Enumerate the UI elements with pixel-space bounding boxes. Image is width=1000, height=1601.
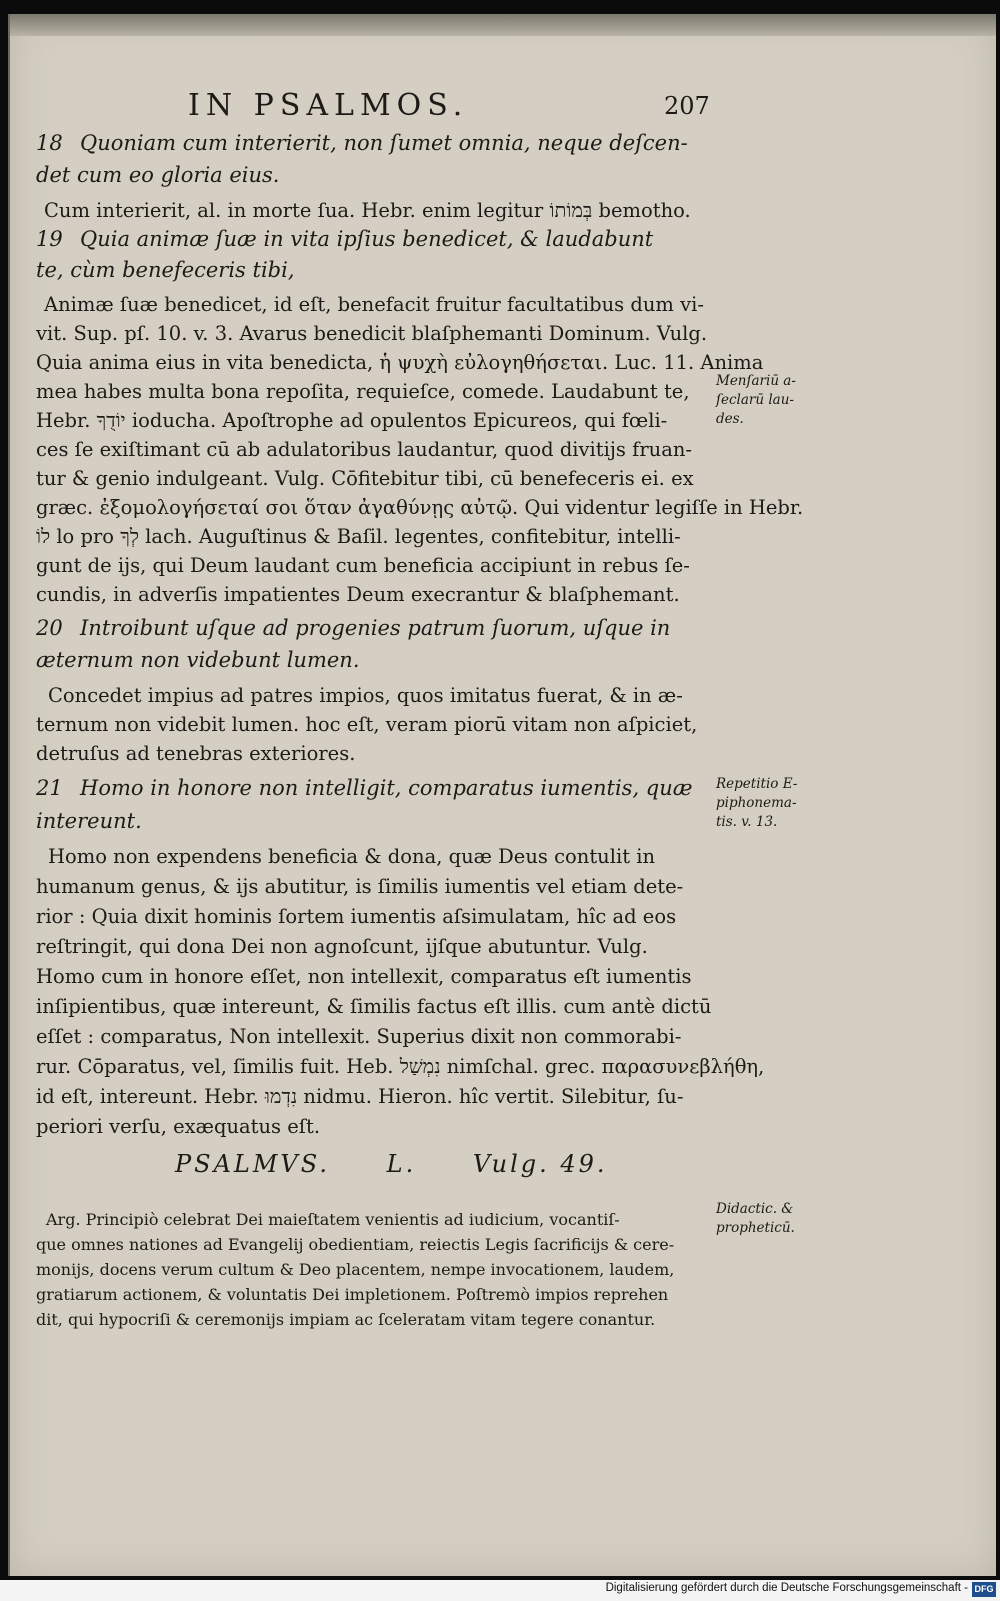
commentary-21-line-7: eſſet : comparatus, Non intellexit. Superius dixit non commorabi- <box>36 1025 682 1048</box>
verse-number: 21 <box>36 776 63 800</box>
psalm-title: PSALMVS. <box>175 1150 330 1178</box>
margin-note-line: Menſariū a- <box>716 373 796 389</box>
argument-line-1: Arg. Principiò celebrat Dei maieſtatem venientis ad iudicium, vocantiſ- <box>46 1210 620 1229</box>
verse-text: Quia animæ ſuæ in vita ipſius benedicet, & laudabunt <box>80 227 654 251</box>
margin-note-line: piphonema- <box>716 795 797 811</box>
commentary-19-line-5: Hebr. יוֹדֻךָ ioducha. Apoſtrophe ad opulentos Epicureos, qui fœli- <box>36 409 668 432</box>
scan-edge <box>10 14 996 36</box>
commentary-19-line-3: Quia anima eius in vita benedicta, ἡ ψυχὴ εὐλογηθήσεται. Luc. 11. Anima <box>36 351 764 374</box>
commentary-18-line-1: Cum interierit, al. in morte ſua. Hebr. enim legitur בְּמוֹתוֹ bemotho. <box>44 199 691 222</box>
commentary-21-line-6: inſipientibus, quæ intereunt, & ſimilis factus eſt illis. cum antè dictū <box>36 995 712 1018</box>
margin-note-line: propheticū. <box>716 1220 795 1236</box>
margin-note-line: tis. v. 13. <box>716 814 778 830</box>
commentary-19-line-7: tur & genio indulgeant. Vulg. Cōfitebitur tibi, cū benefeceris ei. ex <box>36 467 694 490</box>
verse-number: 19 <box>36 227 63 251</box>
margin-note-mensarii <box>716 372 796 429</box>
argument-line-4: gratiarum actionem, & voluntatis Dei impletionem. Poſtremò impios reprehen <box>36 1285 669 1304</box>
verse-21-line-2: intereunt. <box>36 809 142 833</box>
verse-number: 20 <box>36 616 63 640</box>
verse-18-line-2: det cum eo gloria eius. <box>36 163 280 187</box>
verse-20-line-1 <box>36 613 731 643</box>
commentary-19-line-6: ces ſe exiſtimant cū ab adulatoribus laudantur, quod divitijs fruan- <box>36 438 692 461</box>
commentary-19-line-2: vit. Sup. pſ. 10. v. 3. Avarus benedicit blaſphemanti Dominum. Vulg. <box>36 322 708 345</box>
commentary-21-line-3: rior : Quia dixit hominis ſortem iumentis aſsimulatam, hîc ad eos <box>36 905 677 928</box>
vulgate-number: Vulg. 49. <box>472 1150 608 1178</box>
verse-19-line-2: te, cùm benefeceris tibi, <box>36 258 295 282</box>
commentary-19-line-11: cundis, in adverſis impatientes Deum execrantur & blaſphemant. <box>36 583 680 606</box>
commentary-21-line-9: id eſt, intereunt. Hebr. נִדְמוּ nidmu. Hieron. hîc vertit. Silebitur, ſu- <box>36 1085 684 1108</box>
argument-line-3: monijs, docens verum cultum & Deo placentem, nempe invocationem, laudem, <box>36 1260 675 1279</box>
commentary-21-line-2: humanum genus, & ijs abutitur, is ſimilis iumentis vel etiam dete- <box>36 875 684 898</box>
commentary-20-line-2: ternum non videbit lumen. hoc eſt, veram piorū vitam non aſpiciet, <box>36 713 698 736</box>
page-number: 207 <box>664 92 710 120</box>
margin-note-line: des. <box>716 411 744 427</box>
commentary-20-line-3: detruſus ad tenebras exteriores. <box>36 742 356 765</box>
commentary-19-line-1: Animæ ſuæ benedicet, id eſt, benefacit fruitur facultatibus dum vi- <box>44 293 704 316</box>
commentary-21-line-4: reſtringit, qui dona Dei non agnoſcunt, ijſque abutuntur. Vulg. <box>36 935 648 958</box>
margin-note-repetitio <box>716 775 797 832</box>
commentary-21-line-8: rur. Cōparatus, vel, ſimilis fuit. Heb. נִמְשַׁל nimſchal. grec. παρασυνεβλήθη, <box>36 1055 765 1078</box>
dfg-logo: DFG <box>972 1582 996 1597</box>
psalm-number: L. <box>386 1150 417 1178</box>
margin-note-line: Repetitio E- <box>716 776 798 792</box>
commentary-19-line-4: mea habes multa bona repoſita, requieſce, comede. Laudabunt te, <box>36 380 690 403</box>
verse-18-line-1 <box>36 128 731 158</box>
commentary-19-line-9: לוֹ lo pro לְךָ lach. Auguſtinus & Baſil. legentes, confitebitur, intelli- <box>36 525 681 548</box>
running-head: IN PSALMOS. <box>188 88 469 123</box>
commentary-21-line-10: periori verſu, exæquatus eſt. <box>36 1115 321 1138</box>
verse-text: Homo in honore non intelligit, comparatus iumentis, quæ <box>80 776 693 800</box>
digitization-footer <box>0 1580 1000 1601</box>
verse-text: Introibunt uſque ad progenies patrum ſuorum, uſque in <box>80 616 671 640</box>
margin-note-didactic <box>716 1200 795 1238</box>
margin-note-line: ſeclarū lau- <box>716 392 794 408</box>
commentary-19-line-10: gunt de ijs, qui Deum laudant cum beneficia accipiunt in rebus ſe- <box>36 554 690 577</box>
verse-20-line-2: æternum non videbunt lumen. <box>36 648 360 672</box>
psalm-heading <box>175 1150 654 1178</box>
verse-21-line-1 <box>36 773 731 803</box>
margin-note-line: Didactic. & <box>716 1201 794 1217</box>
verse-text: Quoniam cum interierit, non ſumet omnia, neque deſcen- <box>80 131 688 155</box>
argument-line-2: que omnes nationes ad Evangelij obedientiam, reiectis Legis ſacrificijs & cere- <box>36 1235 675 1254</box>
commentary-19-line-8: græc. ἐξομολογήσεταί σοι ὅταν ἀγαθύνῃς αὐτῷ. Qui videntur legiſſe in Hebr. <box>36 496 804 519</box>
commentary-21-line-1: Homo non expendens beneficia & dona, quæ Deus contulit in <box>48 845 656 868</box>
funding-credit: Digitalisierung gefördert durch die Deutsche Forschungsgemeinschaft - <box>605 1582 968 1594</box>
commentary-20-line-1: Concedet impius ad patres impios, quos imitatus fuerat, & in æ- <box>48 684 683 707</box>
commentary-21-line-5: Homo cum in honore eſſet, non intellexit, comparatus eſt iumentis <box>36 965 692 988</box>
argument-line-5: dit, qui hypocriſi & ceremonijs impiam ac ſceleratam vitam tegere conantur. <box>36 1310 656 1329</box>
verse-19-line-1 <box>36 224 731 254</box>
verse-number: 18 <box>36 131 63 155</box>
